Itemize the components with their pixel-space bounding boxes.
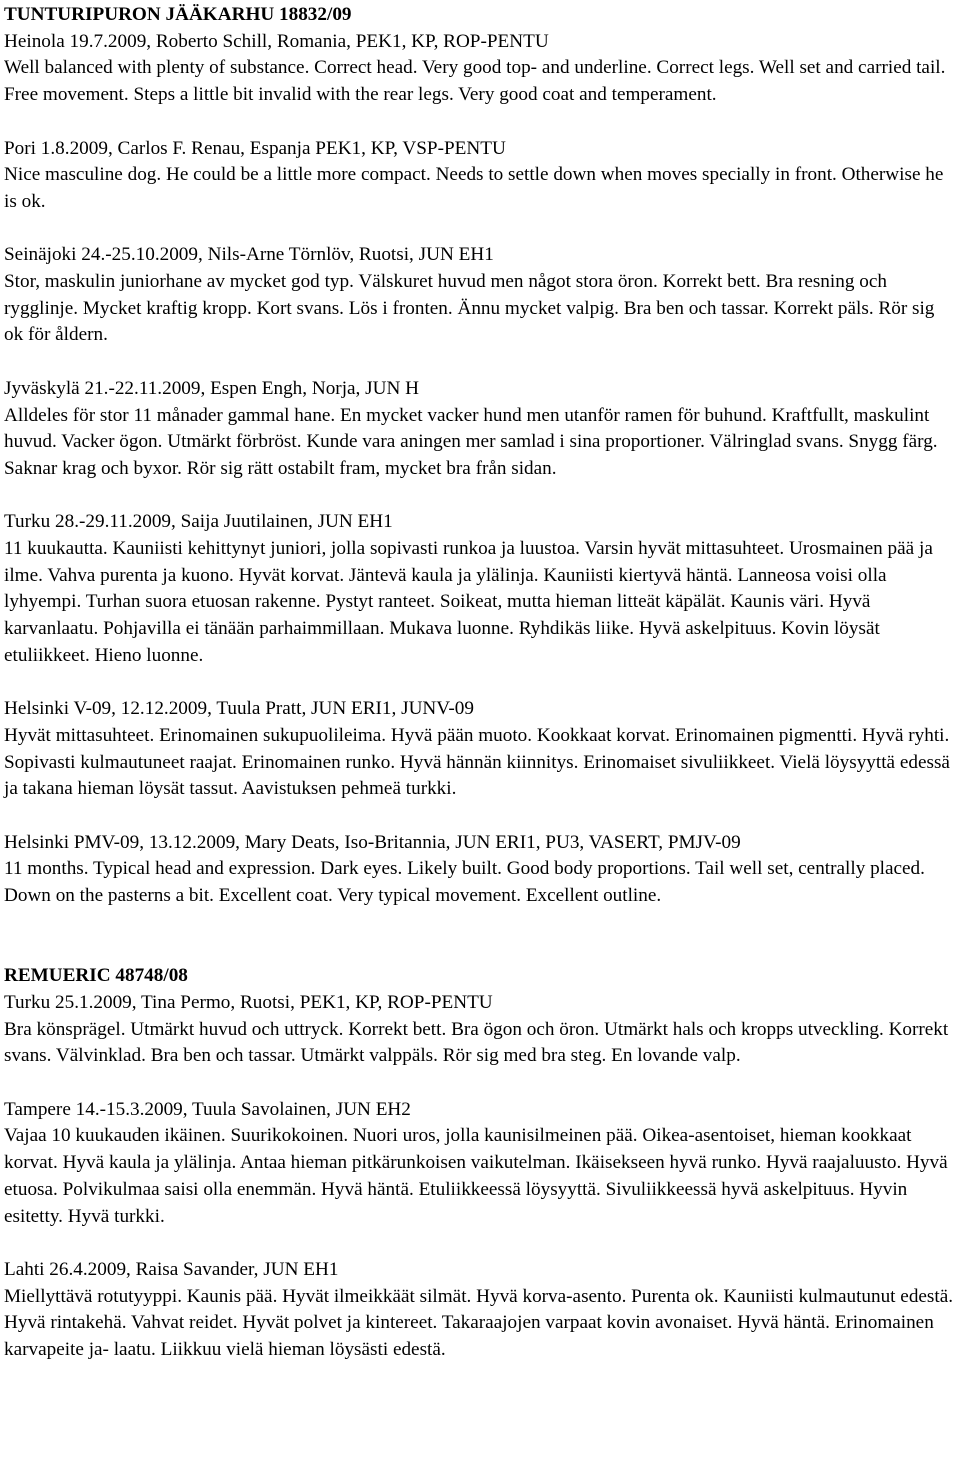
show-entry [4, 136, 958, 216]
entry-header: Helsinki PMV-09, 13.12.2009, Mary Deats, Iso-Britannia, JUN ERI1, PU3, VASERT, PMJV-09 [4, 831, 741, 853]
show-entry [4, 1257, 958, 1364]
dog-section-remueric [4, 963, 958, 1364]
entry-header: Pori 1.8.2009, Carlos F. Renau, Espanja PEK1, KP, VSP-PENTU [4, 137, 506, 159]
show-entry [4, 990, 958, 1070]
show-entry [4, 1097, 958, 1231]
show-entry [4, 242, 958, 349]
dog-title: TUNTURIPURON JÄÄKARHU 18832/09 [4, 4, 352, 25]
entry-critique: Hyvät mittasuhteet. Erinomainen sukupuolileima. Hyvä pään muoto. Kookkaat korvat. Erinomainen pigmentti. Hyvä ryhti. Sopivasti kulmautuneet raajat. Erinomainen runko. Hyvä hännän kiinnitys. Erinomaiset sivuliikkeet. Vielä löysyyttä edessä ja takana hieman löysät tassut. Aavistuksen pehmeä turkki. [4, 724, 950, 800]
entry-critique: Nice masculine dog. He could be a little more compact. Needs to settle down when moves specially in front. Otherwise he is ok. [4, 164, 944, 212]
entry-header: Seinäjoki 24.-25.10.2009, Nils-Arne Törnlöv, Ruotsi, JUN EH1 [4, 244, 494, 266]
entry-critique: Miellyttävä rotutyyppi. Kaunis pää. Hyvät ilmeikkäät silmät. Hyvä korva-asento. Purenta ok. Kauniisti kulmautunut edestä. Hyvä rintakehä. Vahvat reidet. Hyvät polvet ja kintereet. Takaraajojen varpaat kovin avonaiset. Hyvä häntä. Erinomainen karvapeite ja- laatu. Liikkuu vielä hieman löysästi edestä. [4, 1285, 954, 1361]
entry-critique: 11 kuukautta. Kauniisti kehittynyt juniori, jolla sopivasti runkoa ja luustoa. Varsin hyvät mittasuhteet. Urosmainen pää ja ilme. Vahva purenta ja kuono. Hyvät korvat. Jäntevä kaula ja ylälinja. Kauniisti kiertyvä häntä. Lanneosa voisi olla lyhyempi. Turhan suora etuosan rakenne. Pystyt ranteet. Soikeat, mutta hieman litteät käpälät. Kaunis väri. Hyvä karvanlaatu. Pohjavilla ei tänään parhaimmillaan. Mukava luonne. Ryhdikäs liike. Hyvä askelpituus. Kovin löysät etuliikkeet. Hieno luonne. [4, 538, 933, 666]
entry-critique: Vajaa 10 kuukauden ikäinen. Suurikokoinen. Nuori uros, jolla kaunisilmeinen pää. Oikea-asentoiset, hieman kookkaat korvat. Hyvä kaula ja ylälinja. Antaa hieman pitkärunkoisen vaikutelman. Ikäisekseen hyvä runko. Hyvä raajaluusto. Hyvä etuosa. Polvikulmaa saisi olla enemmän. Hyvä häntä. Etuliikkeessä löysyyttä. Sivuliikkeessä hyvä askelpituus. Hyvin esitetty. Hyvä turkki. [4, 1125, 948, 1227]
entry-header: Tampere 14.-15.3.2009, Tuula Savolainen, JUN EH2 [4, 1098, 411, 1120]
entry-critique: Alldeles för stor 11 månader gammal hane. En mycket vacker hund men utanför ramen för buhund. Kraftfullt, maskulint huvud. Vacker ögon. Utmärkt förbröst. Kunde vara aningen mer samlad i sina proportioner. Välringlad svans. Snygg färg. Saknar krag och byxor. Rör sig rätt ostabilt fram, mycket bra från sidan. [4, 404, 938, 479]
show-entry [4, 696, 958, 803]
entry-critique: Bra könsprägel. Utmärkt huvud och uttryck. Korrekt bett. Bra ögon och öron. Utmärkt hals och kropps utveckling. Korrekt svans. Välvinklad. Bra ben och tassar. Utmärkt valppäls. Rör sig med bra steg. En lovande valp. [4, 1018, 949, 1067]
dog-title: REMUERIC 48748/08 [4, 965, 188, 987]
entry-header: Lahti 26.4.2009, Raisa Savander, JUN EH1 [4, 1258, 339, 1280]
show-entry [4, 830, 958, 910]
entry-header: Helsinki V-09, 12.12.2009, Tuula Pratt, JUN ERI1, JUNV-09 [4, 698, 474, 720]
show-entry [4, 376, 958, 483]
entry-critique: 11 months. Typical head and expression. Dark eyes. Likely built. Good body proportions. Tail well set, centrally placed. Down on the pasterns a bit. Excellent coat. Very typical movement. Excellent outline. [4, 858, 925, 907]
entry-header: Jyväskylä 21.-22.11.2009, Espen Engh, Norja, JUN H [4, 377, 419, 399]
show-entry [4, 509, 958, 669]
entry-header: Turku 28.-29.11.2009, Saija Juutilainen, JUN EH1 [4, 511, 393, 533]
show-entry [4, 29, 958, 109]
entry-critique: Stor, maskulin juniorhane av mycket god typ. Välskuret huvud men något stora öron. Korrekt bett. Bra resning och rygglinje. Mycket kraftig kropp. Kort svans. Lös i fronten. Ännu mycket valpig. Bra ben och tassar. Korrekt päls. Rör sig ok för åldern. [4, 271, 935, 346]
entry-header: Heinola 19.7.2009, Roberto Schill, Romania, PEK1, KP, ROP-PENTU [4, 30, 549, 52]
entry-critique: Well balanced with plenty of substance. Correct head. Very good top- and underline. Correct legs. Well set and carried tail. Free movement. Steps a little bit invalid with the rear legs. Very good coat and temperament. [4, 57, 946, 106]
dog-section-tunturipuron-jaakarhu [4, 2, 958, 910]
entry-header: Turku 25.1.2009, Tina Permo, Ruotsi, PEK1, KP, ROP-PENTU [4, 991, 493, 1013]
